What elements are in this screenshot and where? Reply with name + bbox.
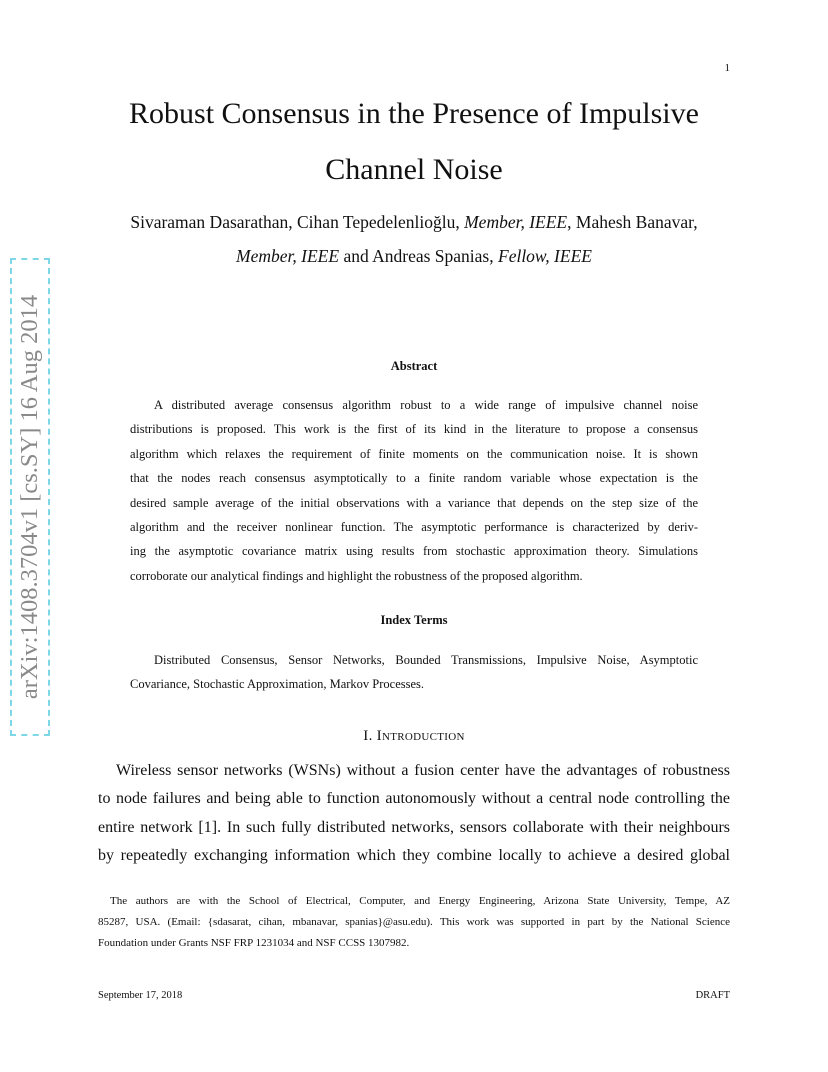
index-terms-heading: Index Terms [380,613,448,627]
authors-names-3: and Andreas Spanias, [339,246,498,266]
introduction-line: entire network [1]. In such fully distributed networks, sensors collaborate with their neighbours [98,818,730,836]
arxiv-identifier: arXiv:1408.3704v1 [cs.SY] 16 Aug 2014 [16,294,43,700]
author-affiliation-1: Member, IEEE [464,212,568,232]
footnote-line: Foundation under Grants NSF FRP 1231034 and NSF CCSS 1307982. [98,937,410,949]
abstract-line: that the nodes reach consensus asymptotically to a finite random variable whose expectation is the [130,471,698,486]
abstract-line: corroborate our analytical findings and highlight the robustness of the proposed algorithm. [130,568,583,583]
footnote-line: The authors are with the School of Electrical, Computer, and Energy Engineering, Arizona State University, Tempe, AZ [110,895,730,907]
abstract-line: desired sample average of the initial observations with a variance that depends on the step size of the [130,495,698,510]
authors-names-1: Sivaraman Dasarathan, Cihan Tepedelenlioğlu, [130,212,465,232]
section-heading-introduction: I. Introduction [363,728,465,744]
authors-line-2 [70,239,758,273]
authors-line-1 [70,205,758,239]
paper-title [60,86,768,198]
author-footnote [98,891,730,954]
authors-names-2: , Mahesh Banavar, [567,212,698,232]
introduction-line: by repeatedly exchanging information which they combine locally to achieve a desired global [98,846,730,864]
index-terms-line: Covariance, Stochastic Approximation, Markov Processes. [130,677,425,692]
author-affiliation-2: Member, IEEE [236,246,340,266]
abstract-line: algorithm which relaxes the requirement of finite moments on the communication noise. It is shown [130,446,698,461]
index-terms-line: Distributed Consensus, Sensor Networks, Bounded Transmissions, Impulsive Noise, Asymptotic [154,653,698,667]
index-terms-body [130,648,698,697]
author-list [70,205,758,273]
introduction-line: to node failures and being able to function autonomously without a central node controlling the [98,790,730,808]
abstract-body [130,393,698,588]
arxiv-stamp [10,258,50,736]
abstract-line: distributions is proposed. This work is the first of its kind in the literature to propose a consensus [130,422,698,437]
page-number: 1 [724,62,730,74]
title-line-1: Robust Consensus in the Presence of Impulsive [129,97,699,130]
abstract-heading: Abstract [390,359,438,373]
footer-date: September 17, 2018 [98,990,183,1001]
abstract-line: ing the asymptotic covariance matrix using results from stochastic approximation theory. Simulations [130,544,698,559]
footer-draft-label: DRAFT [695,990,730,1001]
introduction-body [98,757,730,870]
abstract-line: A distributed average consensus algorithm robust to a wide range of impulsive channel noise [154,398,698,412]
title-line-2: Channel Noise [325,153,503,186]
author-affiliation-3: Fellow, IEEE [498,246,592,266]
footnote-line: 85287, USA. (Email: {sdasarat, cihan, mbanavar, spanias}@asu.edu). This work was supported in part by the National Science [98,916,730,928]
abstract-line: algorithm and the receiver nonlinear function. The asymptotic performance is characterized by deriv- [130,520,698,535]
introduction-line: Wireless sensor networks (WSNs) without a fusion center have the advantages of robustness [116,762,730,779]
